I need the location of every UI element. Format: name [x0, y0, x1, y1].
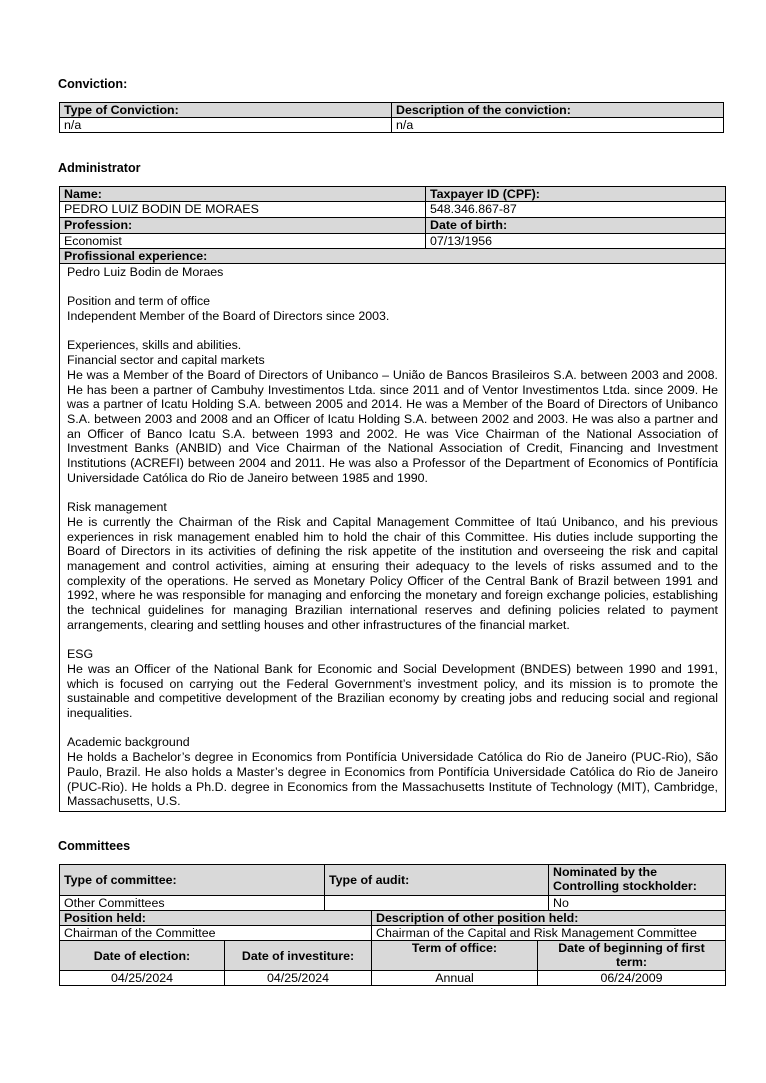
risk-body: He is currently the Chairman of the Risk and Capital Management Committee of Itaú Unibanco, and his previous experiences in risk management enabled him to hold the chair of this Committee. His duties include supporting the Board of Directors in its activities of defining the risk appetite of the institution and overseeing the risk and capital management and control activities, aiming at ensuring their adequacy to the levels of risks assumed and to the complexity of the operations. He served as Monetary Policy Officer of the Central Bank of Brazil between 1991 and 1992, where he was responsible for managing and enforcing the monetary and foreign exchange policies, establishing the technical guidelines for managing Brazilian international reserves and defining policies related to payment arrangements, clearing and settling houses and other infrastructures of the financial market.	[67, 514, 718, 632]
election-label: Date of election:	[60, 941, 225, 971]
position-paragraph	[67, 294, 718, 323]
esg-paragraph	[67, 647, 718, 721]
committees-table	[59, 864, 726, 986]
position-held-value: Chairman of the Committee	[60, 926, 372, 941]
administrator-heading: Administrator	[58, 161, 141, 175]
cpf-value: 548.346.867-87	[426, 202, 726, 218]
experience-paragraph	[67, 338, 718, 485]
risk-title: Risk management	[67, 500, 167, 515]
profession-value: Economist	[60, 234, 426, 249]
experience-title: Experiences, skills and abilities.	[67, 338, 242, 353]
position-title: Position and term of office	[67, 294, 211, 309]
conviction-desc-value: n/a	[392, 118, 724, 133]
cpf-label: Taxpayer ID (CPF):	[426, 187, 726, 202]
conviction-type-header: Type of Conviction:	[60, 103, 392, 118]
type-committee-label: Type of committee:	[60, 865, 325, 896]
academic-body: He holds a Bachelor’s degree in Economics from Pontifícia Universidade Católica do Rio de Janeiro (PUC-Rio), São Paulo, Brazil. He also holds a Master’s degree in Economics from Pontifícia Universidade Católica do Rio de Janeiro (PUC-Rio). He holds a Ph.D. degree in Economics from the Massachusetts Institute of Technology (MIT), Cambridge, Massachusetts, U.S.	[67, 750, 718, 809]
other-position-value: Chairman of the Capital and Risk Management Committee	[372, 926, 726, 941]
conviction-desc-header: Description of the conviction:	[392, 103, 724, 118]
conviction-type-value: n/a	[60, 118, 392, 133]
profession-label: Profession:	[60, 218, 426, 234]
investiture-label: Date of investiture:	[225, 941, 372, 971]
experience-content	[60, 264, 726, 812]
nominated-label: Nominated by the Controlling stockholder:	[549, 865, 726, 896]
type-audit-label: Type of audit:	[325, 865, 549, 896]
bio-name: Pedro Luiz Bodin de Moraes	[67, 265, 224, 279]
position-held-label: Position held:	[60, 911, 372, 926]
conviction-heading: Conviction:	[58, 77, 128, 91]
academic-title: Academic background	[67, 735, 190, 750]
conviction-table	[59, 102, 724, 133]
election-value: 04/25/2024	[60, 971, 225, 986]
risk-paragraph	[67, 500, 718, 632]
name-label: Name:	[60, 187, 426, 202]
esg-body: He was an Officer of the National Bank for Economic and Social Development (BNDES) between 1990 and 1991, which is focused on carrying out the Federal Government’s investment policy, and its mission is to promote the sustainable and competitive development of the Brazilian economy by creating jobs and reducing social and regional inequalities.	[67, 661, 718, 721]
administrator-table	[59, 186, 726, 812]
dob-value: 07/13/1956	[426, 234, 726, 249]
name-value: PEDRO LUIZ BODIN DE MORAES	[60, 202, 426, 218]
first-term-value: 06/24/2009	[538, 971, 726, 986]
experience-body: He was a Member of the Board of Directors of Unibanco – União de Bancos Brasileiros S.A. between 2003 and 2008. He has been a partner of Cambuhy Investimentos Ltda. since 2011 and of Ventor Investimentos Ltda. since 2009. He was a partner of Icatu Holding S.A. between 2005 and 2014. He was a Member of the Board of Directors of Unibanco S.A. between 2003 and 2008 and an Officer of Icatu Holding S.A. between 2002 and 2003. He was also a partner and an Officer of Banco Icatu S.A. between 1993 and 2002. He was Vice Chairman of the National Association of Investment Banks (ANBID) and Vice Chairman of the National Association of Credit, Financing and Investment Institutions (ACREFI) between 2004 and 2011. He was also a Professor of the Department of Economics of Pontifícia Universidade Católica do Rio de Janeiro between 1985 and 1990.	[67, 367, 718, 485]
nominated-value: No	[549, 896, 726, 911]
experience-label: Profissional experience:	[60, 249, 726, 264]
experience-subtitle: Financial sector and capital markets	[67, 353, 265, 368]
bio-name-paragraph	[67, 265, 718, 280]
other-position-label: Description of other position held:	[372, 911, 726, 926]
type-audit-value	[325, 896, 549, 911]
dob-label: Date of birth:	[426, 218, 726, 234]
investiture-value: 04/25/2024	[225, 971, 372, 986]
committees-heading: Committees	[58, 839, 131, 853]
esg-title: ESG	[67, 647, 94, 662]
term-label: Term of office:	[372, 941, 538, 971]
academic-paragraph	[67, 735, 718, 809]
type-committee-value: Other Committees	[60, 896, 325, 911]
term-value: Annual	[372, 971, 538, 986]
first-term-label: Date of beginning of first term:	[538, 941, 726, 971]
position-body: Independent Member of the Board of Directors since 2003.	[67, 309, 390, 324]
